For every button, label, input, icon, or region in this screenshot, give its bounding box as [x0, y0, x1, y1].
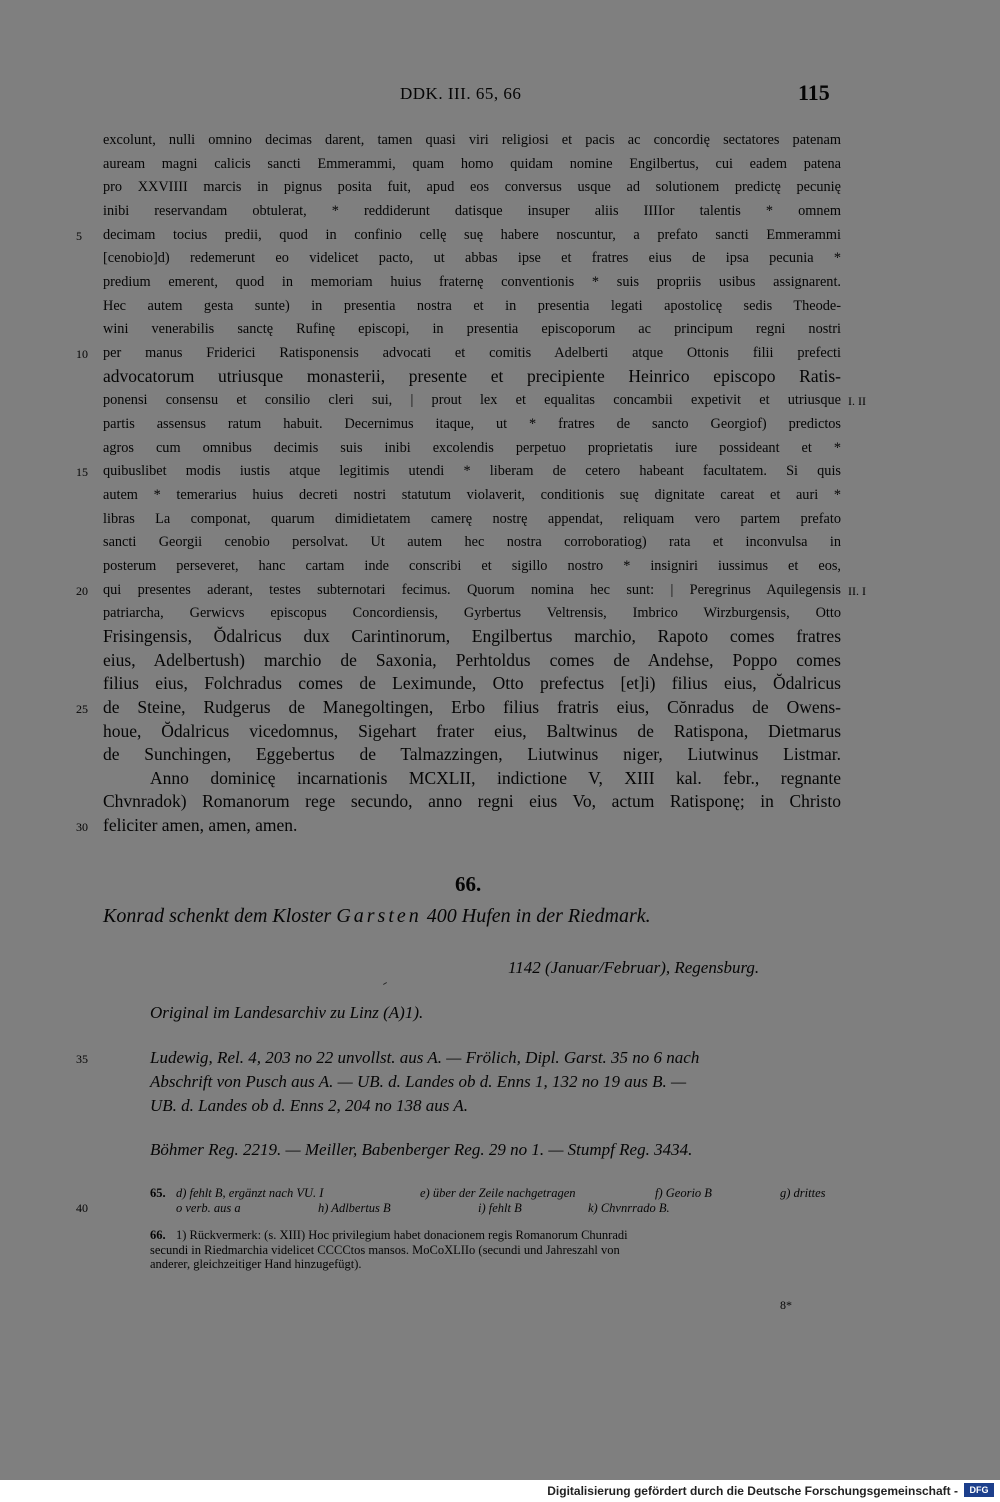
- text-line: autem * temerarius huius decreti nostri statutum violaverit, conditionis suę dignitate careat et auri *: [103, 486, 841, 503]
- text-line: partis assensus ratum habuit. Decernimus itaque, ut * fratres de sancto Georgiof) predictos: [103, 415, 841, 432]
- tradition-line: Original im Landesarchiv zu Linz (A)1).: [150, 1003, 424, 1022]
- footnote-entry: e) über der Zeile nachgetragen: [420, 1186, 576, 1200]
- footnote-entry: i) fehlt B: [478, 1201, 522, 1215]
- text-line: [cenobio]d) redemerunt eo videlicet pacto, ut abbas ipse et fratres eius de ipsa pecunia *: [103, 250, 841, 267]
- document-title: [103, 905, 651, 928]
- text-line: posterum perseveret, hanc cartam inde conscribi et sigillo nostro * insigniri iussimus et eos,: [103, 557, 841, 574]
- footnote-text: secundi in Riedmarchia videlicet CCCCtos mansos. MoCoXLIIo (secundi und Jahreszahl von: [150, 1242, 620, 1257]
- text-line: eius, Adelbertush) marchio de Saxonia, Perhtoldus comes de Andehse, Poppo comes: [103, 649, 841, 670]
- text-line: ponensi consensu et consilio cleri sui, | prout lex et equalitas concambii expetivit et utriusque: [103, 392, 841, 409]
- line-number: 20: [76, 583, 88, 598]
- footnote-entry: d) fehlt B, ergänzt nach VU. I: [176, 1186, 324, 1200]
- footnote-label: 66.: [150, 1228, 166, 1242]
- line-number: 30: [76, 820, 88, 835]
- footnote-entry: f) Georio B: [655, 1186, 712, 1200]
- text-line: per manus Friderici Ratisponensis advocati et comitis Adelberti atque Ottonis filii prefecti: [103, 344, 841, 361]
- footnote-entry: k) Chvnrrado B.: [588, 1201, 670, 1215]
- stray-mark: [383, 982, 387, 985]
- title-part: 400 Hufen in der Riedmark.: [421, 905, 651, 927]
- text-line: filius eius, Folchradus comes de Leximunde, Otto prefectus [et]i) filius eius, Ŏdalricus: [103, 673, 841, 694]
- tradition-line: Ludewig, Rel. 4, 203 no 22 unvollst. aus A. — Frölich, Dipl. Garst. 35 no 6 nach: [150, 1048, 700, 1067]
- text-line: advocatorum utriusque monasterii, presente et precipiente Heinrico episcopo Ratis-: [103, 365, 841, 386]
- text-line: predium emerent, quod in memoriam huius fraternę conventionis * suis propriis usibus assignarent.: [103, 273, 841, 290]
- document-number: 66.: [455, 872, 482, 896]
- document-date: 1142 (Januar/Februar), Regensburg.: [508, 958, 760, 977]
- running-header: DDK. III. 65, 66: [400, 84, 522, 103]
- text-line: Anno dominicę incarnationis MCXLII, indictione V, XIII kal. febr., regnante: [150, 767, 841, 788]
- footnote-entry: g) drittes: [780, 1186, 826, 1200]
- text-line: wini venerabilis sanctę Rufinę episcopi, in presentia episcoporum ac principum regni nostri: [103, 321, 841, 338]
- text-line: Hec autem gesta sunte) in presentia nostra et in presentia legati apostolicę sedis Theode-: [103, 297, 841, 314]
- dfg-logo: DFG: [964, 1483, 994, 1497]
- title-part: Konrad schenkt dem Kloster: [103, 905, 337, 927]
- text-line: feliciter amen, amen, amen.: [103, 815, 298, 836]
- text-line: inibi reservandam obtulerat, * reddiderunt datisque insuper aliis IIIIor talentis * omnem: [103, 202, 841, 219]
- text-line: agros cum omnibus decimis suis inibi excolendis perpetuo proprietatis iure possideant et *: [103, 439, 841, 456]
- line-number: 35: [76, 1052, 88, 1066]
- line-number: 10: [76, 346, 88, 361]
- footnote-text: anderer, gleichzeitiger Hand hinzugefügt).: [150, 1257, 362, 1271]
- footnote-entry: o verb. aus a: [176, 1201, 241, 1215]
- text-line: quibuslibet modis iustis atque legitimis utendi * liberam de cetero habeant facultatem. Si quis: [103, 463, 841, 480]
- tradition-line: UB. d. Landes ob d. Enns 2, 204 no 138 aus A.: [150, 1096, 468, 1115]
- line-number: 25: [76, 701, 88, 716]
- text-line: de Sunchingen, Eggebertus de Talmazzingen, Liutwinus niger, Liutwinus Listmar.: [103, 744, 841, 765]
- footnote-label: 65.: [150, 1186, 166, 1200]
- title-place: Garsten: [336, 905, 422, 927]
- footnote-text: 1) Rückvermerk: (s. XIII) Hoc privilegium habet donacionem regis Romanorum Chunradi: [176, 1228, 628, 1242]
- text-line: de Steine, Rudgerus de Manegoltingen, Erbo filius fratris eius, Cŏnradus de Owens-: [103, 696, 841, 717]
- margin-note: II. I: [848, 583, 866, 598]
- text-line: pro XXVIIII marcis in pignus posita fuit, apud eos conversus usque ad solutionem predictę pecunię: [103, 179, 841, 196]
- line-number: 15: [76, 465, 88, 480]
- footnote-entry: h) Adlbertus B: [318, 1201, 391, 1215]
- text-line: sancti Georgii cenobio persolvat. Ut autem hec nostra corroboratiog) rata et inconvulsa in: [103, 534, 841, 551]
- text-line: qui presentes aderant, testes subternotari fecimus. Quorum nomina hec sunt: | Peregrinus Aquilegensis: [103, 581, 841, 598]
- text-line: libras La componat, quarum dimidietatem camerę nostrę appendat, reliquam vero partem prefato: [103, 510, 841, 527]
- margin-note: I. II: [848, 394, 866, 409]
- line-number: 40: [76, 1201, 88, 1215]
- footer-text: Digitalisierung gefördert durch die Deutsche Forschungsgemeinschaft -: [547, 1484, 958, 1498]
- text-line: excolunt, nulli omnino decimas darent, tamen quasi viri religiosi et pacis ac concordię sectatores patenam: [103, 132, 841, 148]
- text-line: decimam tocius predii, quod in confinio cellę suę habere noscuntur, a prefato sancti Emmerammi: [103, 226, 841, 243]
- text-line: auream magni calicis sancti Emmerammi, quam homo quidam nomine Engilbertus, cui eadem patena: [103, 155, 841, 172]
- text-line: houe, Ŏdalricus vicedomnus, Sigehart frater eius, Baltwinus de Ratispona, Dietmarus: [103, 720, 841, 741]
- text-line: Frisingensis, Ŏdalricus dux Carintinorum, Engilbertus marchio, Rapoto comes fratres: [103, 625, 841, 646]
- footer-bar: [0, 1480, 1000, 1502]
- page-number: 115: [798, 80, 830, 105]
- text-line: patriarcha, Gerwicvs episcopus Concordiensis, Gyrbertus Veltrensis, Imbrico Wirzburgensis, Otto: [103, 605, 841, 622]
- signature-mark: 8*: [780, 1298, 792, 1312]
- tradition-line: Abschrift von Pusch aus A. — UB. d. Landes ob d. Enns 1, 132 no 19 aus B. —: [150, 1072, 687, 1091]
- text-line: Chvnradok) Romanorum rege secundo, anno regni eius Vo, actum Ratisponę; in Christo: [103, 791, 841, 812]
- tradition-line: Böhmer Reg. 2219. — Meiller, Babenberger Reg. 29 no 1. — Stumpf Reg. 3434.: [150, 1140, 693, 1159]
- line-number: 5: [76, 228, 82, 243]
